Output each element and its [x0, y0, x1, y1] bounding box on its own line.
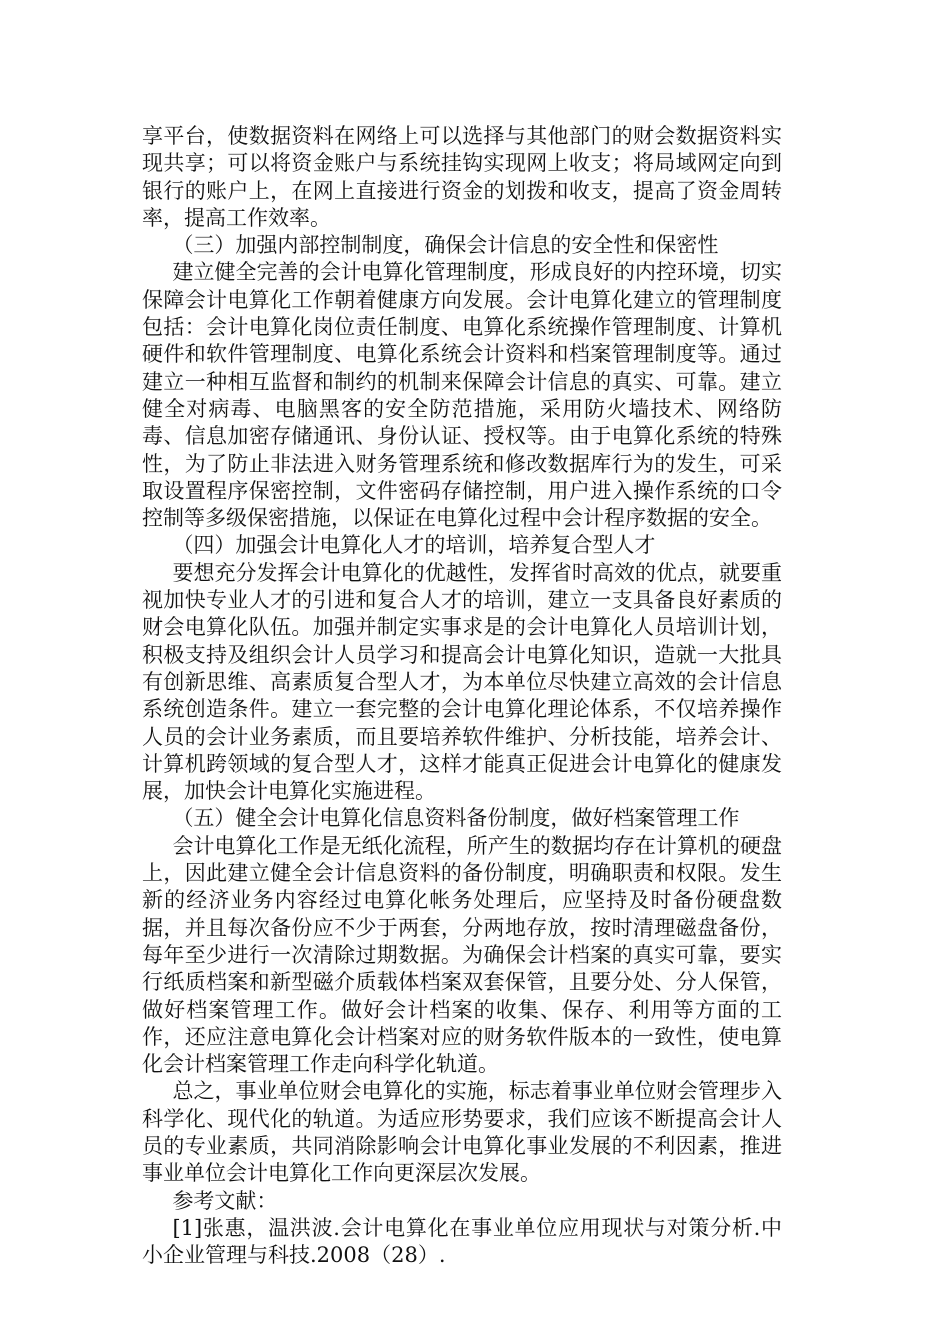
paragraph-internal-control: 建立健全完善的会计电算化管理制度，形成良好的内控环境，切实保障会计电算化工作朝着健康方向发展。会计电算化建立的管理制度包括：会计电算化岗位责任制度、电算化系统操作管理制度、计算机硬件和软件管理制度、电算化系统会计资料和档案管理制度等。通过建立一种相互监督和制约的机制来保障会计信息的真实、可靠。建立健全对病毒、电脑黑客的安全防范措施，采用防火墙技术、网络防毒、信息加密存储通讯、身份认证、授权等。由于电算化系统的特殊性，为了防止非法进入财务管理系统和修改数据库行为的发生，可采取设置程序保密控制，文件密码存储控制，用户进入操作系统的口令控制等多级保密措施，以保证在电算化过程中会计程序数据的安全。	[142, 260, 782, 531]
paragraph-conclusion: 总之，事业单位财会电算化的实施，标志着事业单位财会管理步入科学化、现代化的轨道。为适应形势要求，我们应该不断提高会计人员的专业素质，共同消除影响会计电算化事业发展的不利因素，推进事业单位会计电算化工作向更深层次发展。	[142, 1079, 782, 1186]
reference-item: [1]张惠，温洪波.会计电算化在事业单位应用现状与对策分析.中小企业管理与科技.2008（28）.	[142, 1215, 782, 1268]
paragraph-talent-training: 要想充分发挥会计电算化的优越性，发挥省时高效的优点，就要重视加快专业人才的引进和复合人才的培训，建立一支具备良好素质的财会电算化队伍。加强并制定实事求是的会计电算化人员培训计划，积极支持及组织会计人员学习和提高会计电算化知识，造就一大批具有创新思维、高素质复合型人才，为本单位尽快建立高效的会计信息系统创造条件。建立一套完整的会计电算化理论体系，不仅培养操作人员的会计业务素质，而且要培养软件维护、分析技能，培养会计、计算机跨领域的复合型人才，这样才能真正促进会计电算化的健康发展，加快会计电算化实施进程。	[142, 560, 782, 804]
section-heading-5: （五）健全会计电算化信息资料备份制度，做好档案管理工作	[172, 806, 740, 831]
document-page	[142, 123, 782, 1269]
section-heading-4: （四）加强会计电算化人才的培训，培养复合型人才	[172, 533, 656, 558]
section-heading-3: （三）加强内部控制制度，确保会计信息的安全性和保密性	[172, 233, 719, 258]
paragraph-continuation: 享平台，使数据资料在网络上可以选择与其他部门的财会数据资料实现共享；可以将资金账户与系统挂钩实现网上收支；将局域网定向到银行的账户上，在网上直接进行资金的划拨和收支，提高了资金周转率，提高工作效率。	[142, 124, 782, 230]
paragraph-backup-archive: 会计电算化工作是无纸化流程，所产生的数据均存在计算机的硬盘上，因此建立健全会计信息资料的备份制度，明确职责和权限。发生新的经济业务内容经过电算化帐务处理后，应坚持及时备份硬盘数据，并且每次备份应不少于两套，分两地存放，按时清理磁盘备份，每年至少进行一次清除过期数据。为确保会计档案的真实可靠，要实行纸质档案和新型磁介质载体档案双套保管，且要分处、分人保管，做好档案管理工作。做好会计档案的收集、保存、利用等方面的工作，还应注意电算化会计档案对应的财务软件版本的一致性，使电算化会计档案管理工作走向科学化轨道。	[142, 833, 782, 1077]
references-label: 参考文献：	[172, 1188, 278, 1213]
